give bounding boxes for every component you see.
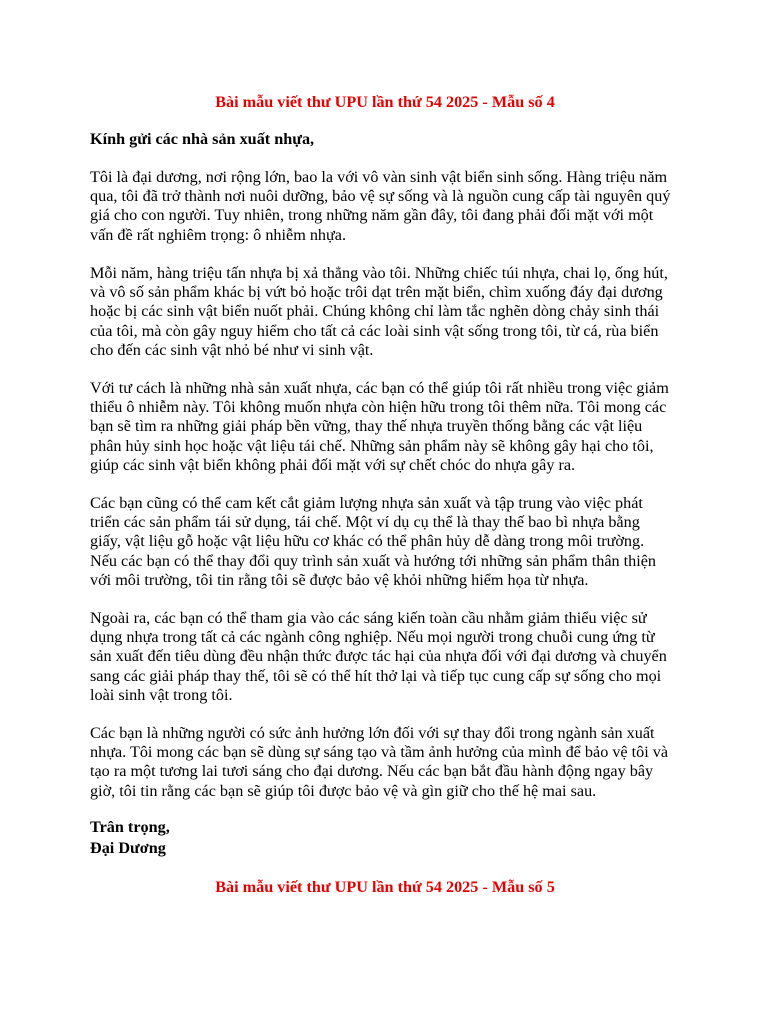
letter-closing: [90, 817, 170, 859]
paragraph-line: Với tư cách là những nhà sản xuất nhựa, các bạn có thể giúp tôi rất nhiều trong việc giảm: [90, 379, 669, 397]
paragraph-line: qua, tôi đã trở thành nơi nuôi dưỡng, bảo vệ sự sống và là nguồn cung cấp tài nguyên quý: [90, 187, 671, 206]
paragraph-line: bạn sẽ tìm ra những giải pháp bền vững, thay thế nhựa truyền thống bằng các vật liệu: [90, 417, 643, 436]
paragraph-line: giá cho con người. Tuy nhiên, trong những năm gần đây, tôi đang phải đối mặt với một: [90, 206, 654, 225]
paragraph-line: hoặc bị các sinh vật biển nuốt phải. Chúng không chỉ làm tắc nghẽn dòng chảy sinh thái: [90, 302, 660, 321]
paragraph-line: của tôi, mà còn gây nguy hiểm cho tất cả các loài sinh vật sống trong tôi, từ cá, rùa biển: [90, 321, 659, 340]
paragraph-line: Mỗi năm, hàng triệu tấn nhựa bị xả thẳng vào tôi. Những chiếc túi nhựa, chai lọ, ống hút,: [90, 264, 668, 282]
paragraph-line: Tôi là đại dương, nơi rộng lớn, bao la với vô vàn sinh vật biển sinh sống. Hàng triệu năm: [90, 168, 668, 186]
paragraph-line: giúp các sinh vật biển không phải đối mặt với sự chết chóc do nhựa gây ra.: [90, 455, 576, 474]
paragraph-line: tạo ra một tương lai tươi sáng cho đại dương. Nếu các bạn bắt đầu hành động ngay bây: [90, 762, 654, 781]
paragraph-5: [90, 609, 680, 705]
paragraph-line: cho đến các sinh vật nhỏ bé như vi sinh vật.: [90, 340, 374, 359]
paragraph-line: dụng nhựa trong tất cả các ngành công nghiệp. Nếu mọi người trong chuỗi cung ứng từ: [90, 628, 655, 647]
paragraph-line: sang các giải pháp thay thế, tôi sẽ có thể hít thở lại và tiếp tục cung cấp sự sống cho mọi: [90, 666, 662, 685]
paragraph-line: thiểu ô nhiễm này. Tôi không muốn nhựa còn hiện hữu trong tôi thêm nữa. Tôi mong các: [90, 398, 667, 417]
letter-greeting: Kính gửi các nhà sản xuất nhựa,: [90, 130, 315, 148]
section-heading-sample-5: Bài mẫu viết thư UPU lần thứ 54 2025 - Mẫu số 5: [215, 878, 555, 896]
paragraph-line: vấn đề rất nghiêm trọng: ô nhiễm nhựa.: [90, 225, 347, 244]
paragraph-3: [90, 379, 680, 475]
paragraph-1: [90, 168, 680, 245]
paragraph-line: phân hủy sinh học hoặc vật liệu tái chế. Những sản phẩm này sẽ không gây hại cho tôi,: [90, 436, 654, 455]
paragraph-line: Ngoài ra, các bạn có thể tham gia vào các sáng kiến toàn cầu nhằm giảm thiểu việc sử: [90, 609, 647, 627]
paragraph-line: với môi trường, tôi tin rằng tôi sẽ được bảo vệ khỏi những hiểm họa từ nhựa.: [90, 570, 589, 589]
paragraph-line: giấy, vật liệu gỗ hoặc vật liệu hữu cơ khác có thể phân hủy dễ dàng trong môi trường.: [90, 532, 645, 551]
paragraph-line: sản xuất đến tiêu dùng đều nhận thức được tác hại của nhựa đối với đại dương và chuyển: [90, 647, 667, 666]
paragraph-line: Nếu các bạn có thể thay đổi quy trình sản xuất và hướng tới những sản phẩm thân thiện: [90, 551, 657, 570]
paragraph-line: nhựa. Tôi mong các bạn sẽ dùng sự sáng tạo và tầm ảnh hưởng của mình để bảo vệ tôi và: [90, 743, 669, 762]
paragraph-line: triển các sản phẩm tái sử dụng, tái chế. Một ví dụ cụ thể là thay thế bao bì nhựa bằng: [90, 513, 640, 532]
paragraph-4: [90, 494, 680, 590]
section-heading-sample-4: Bài mẫu viết thư UPU lần thứ 54 2025 - Mẫu số 4: [215, 93, 555, 111]
paragraph-line: loài sinh vật trong tôi.: [90, 685, 233, 704]
closing-salutation: Trân trọng,: [90, 818, 170, 836]
paragraph-line: Các bạn cũng có thể cam kết cắt giảm lượng nhựa sản xuất và tập trung vào việc phát: [90, 494, 643, 512]
paragraph-line: giờ, tôi tin rằng các bạn sẽ giúp tôi được bảo vệ và gìn giữ cho thế hệ mai sau.: [90, 781, 597, 800]
paragraph-2: [90, 264, 680, 360]
signature-name: Đại Dương: [90, 839, 166, 857]
paragraph-line: và vô số sản phẩm khác bị vứt bỏ hoặc trôi dạt trên mặt biển, chìm xuống đáy đại dương: [90, 283, 663, 302]
paragraph-6: [90, 724, 680, 801]
paragraph-line: Các bạn là những người có sức ảnh hưởng lớn đối với sự thay đổi trong ngành sản xuất: [90, 724, 655, 742]
